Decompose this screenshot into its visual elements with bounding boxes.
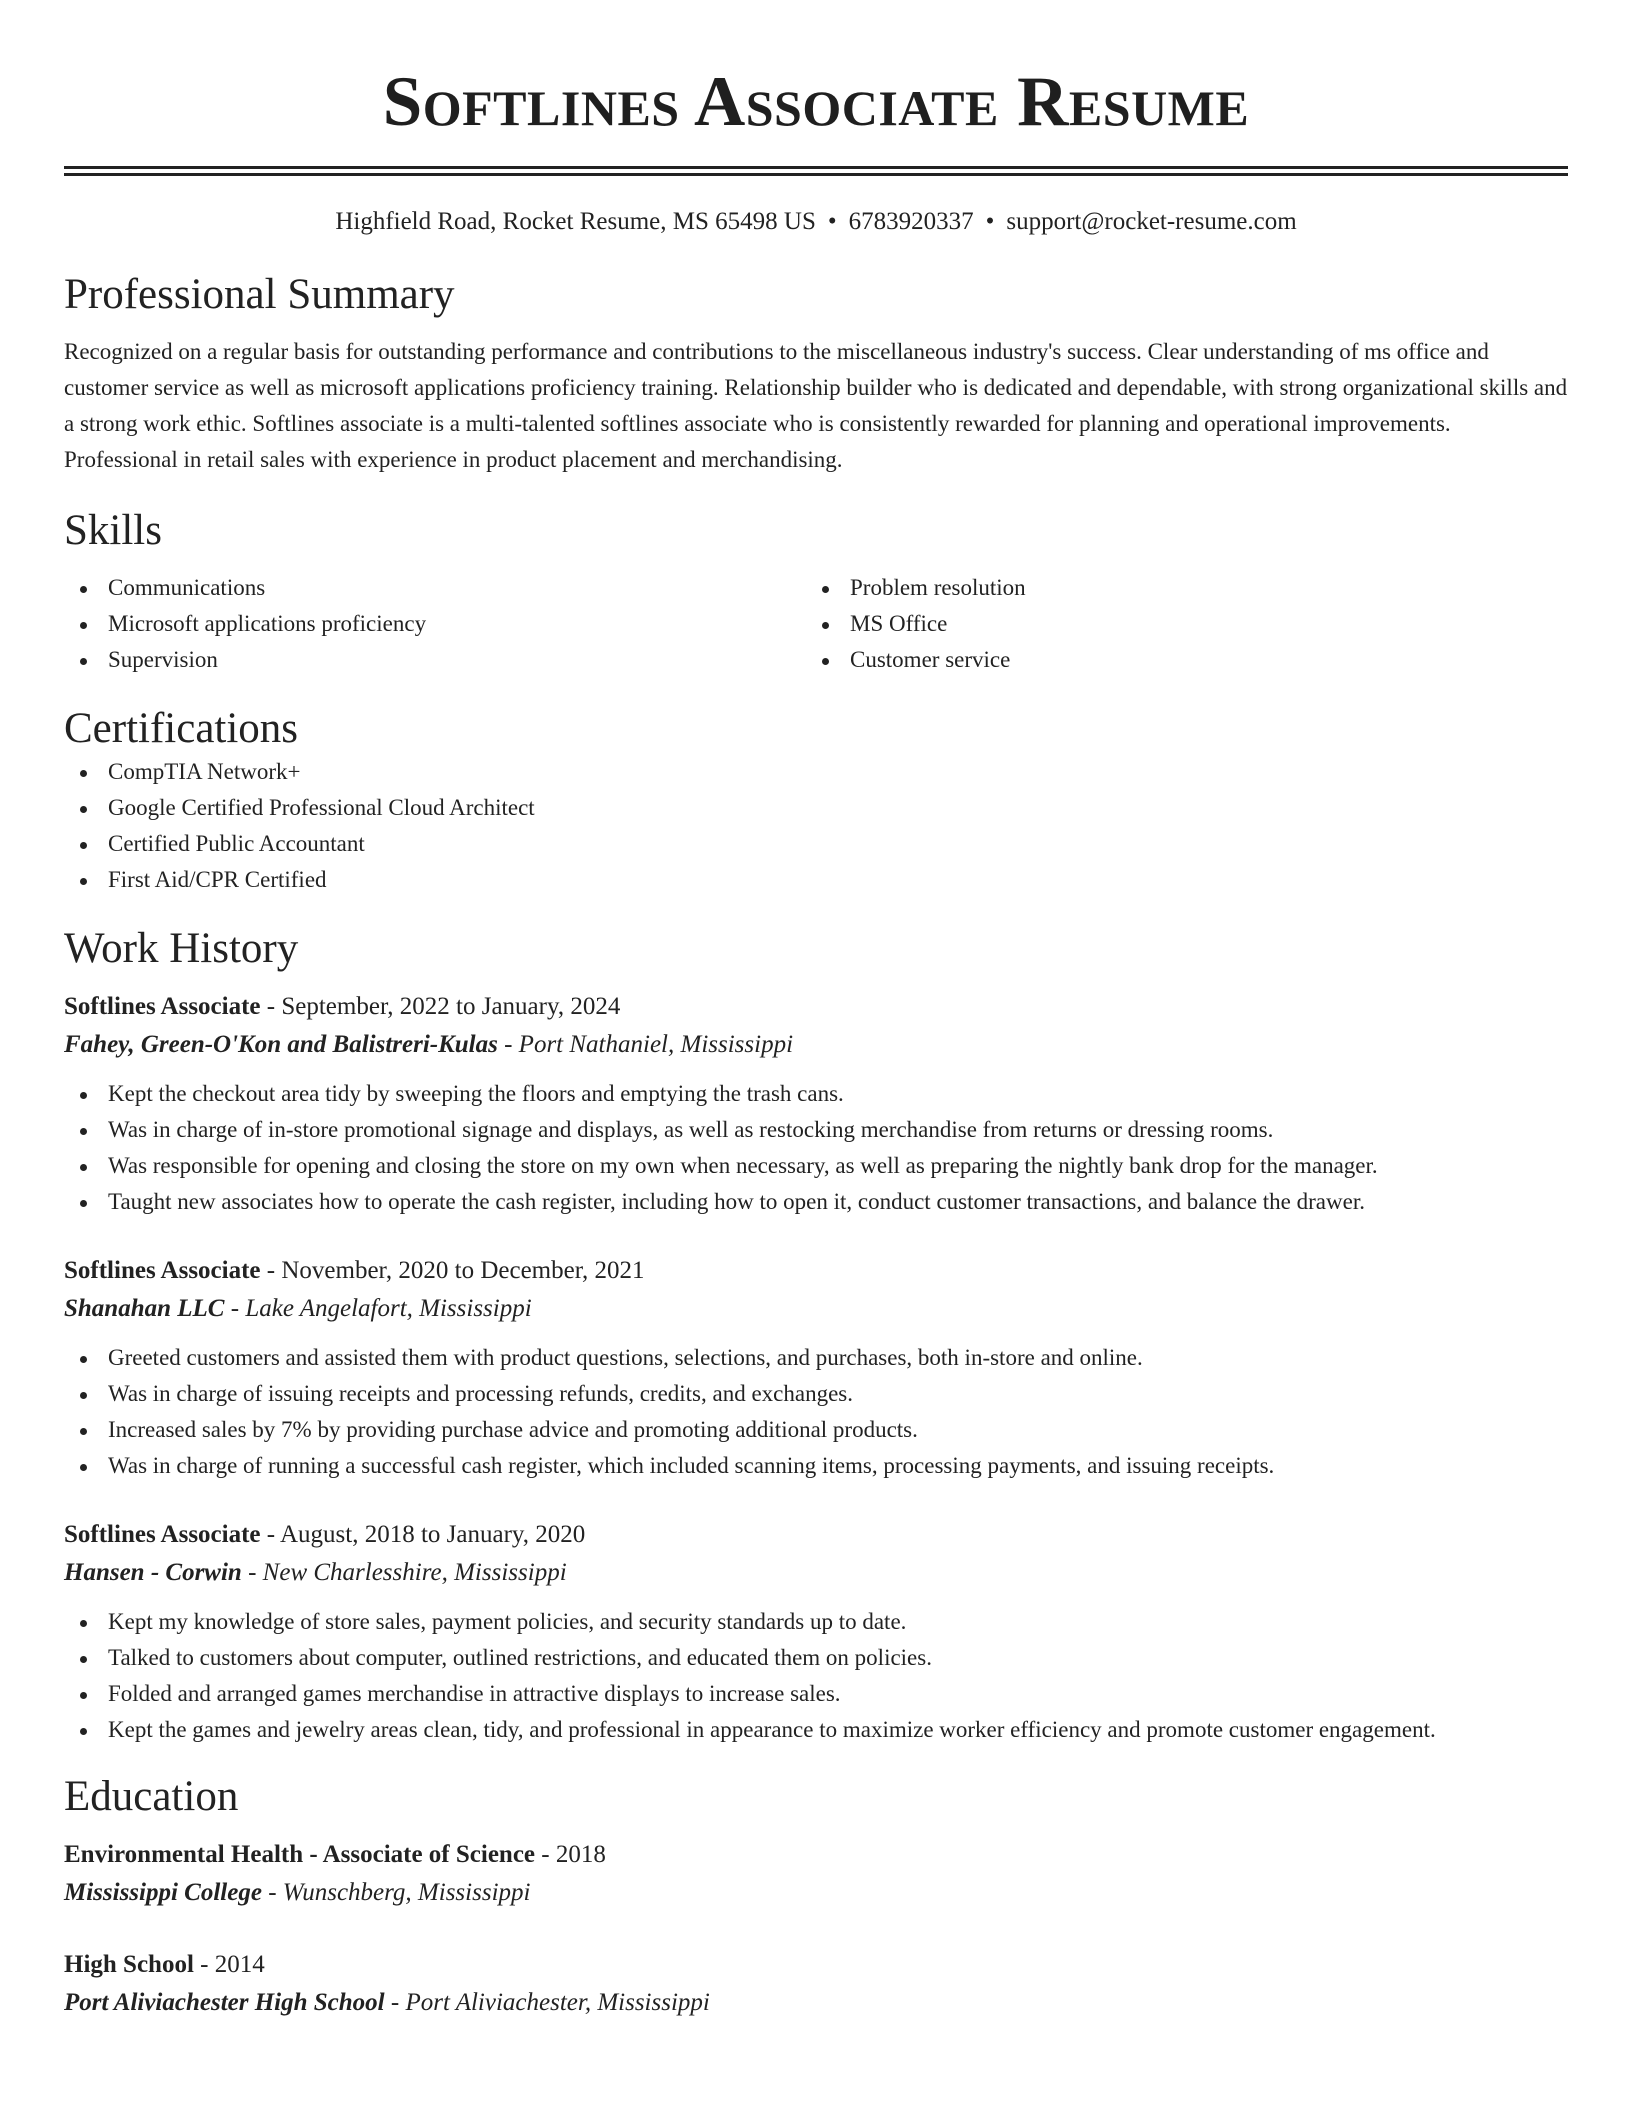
skills-column-left: [64, 570, 806, 678]
employer-location: - Port Nathaniel, Mississippi: [497, 1031, 794, 1058]
job-title: Softlines Associate: [64, 1521, 261, 1548]
school-name: Mississippi College: [64, 1879, 262, 1906]
job-duty: Folded and arranged games merchandise in attractive displays to increase sales.: [64, 1676, 1568, 1712]
skill-item: Communications: [64, 570, 806, 606]
contact-email: support@rocket-resume.com: [1006, 208, 1297, 235]
degree-name: High School: [64, 1951, 194, 1978]
education-heading: Education: [64, 1773, 239, 1820]
certification-item: Google Certified Professional Cloud Architect: [64, 790, 1568, 826]
job-duties-list: [64, 1604, 1568, 1748]
school-location: - Wunschberg, Mississippi: [261, 1879, 531, 1906]
contact-separator: •: [827, 208, 837, 235]
job-duty: Was in charge of issuing receipts and processing refunds, credits, and exchanges.: [64, 1376, 1568, 1412]
skill-item: Problem resolution: [806, 570, 1548, 606]
job-duty: Was responsible for opening and closing the store on my own when necessary, as well as preparing the nightly bank drop for the manager.: [64, 1148, 1568, 1184]
job-duties-list: [64, 1076, 1568, 1220]
summary-heading: Professional Summary: [64, 271, 455, 318]
employer-line: [64, 1290, 1568, 1328]
skills-list-left: [64, 570, 806, 678]
contact-line: [64, 206, 1568, 238]
contact-phone: 6783920337: [848, 208, 974, 235]
job-duty: Taught new associates how to operate the cash register, including how to open it, conduct customer transactions, and balance the drawer.: [64, 1184, 1568, 1220]
skills-column-right: [806, 570, 1548, 678]
degree-line: [64, 1836, 1568, 1874]
education-entry: [64, 1946, 1568, 2022]
job-duty: Increased sales by 7% by providing purchase advice and promoting additional products.: [64, 1412, 1568, 1448]
certification-item: CompTIA Network+: [64, 754, 1568, 790]
certification-item: First Aid/CPR Certified: [64, 862, 1568, 898]
school-line: [64, 1874, 1568, 1912]
skill-item: MS Office: [806, 606, 1548, 642]
job-dates: - November, 2020 to December, 2021: [260, 1257, 645, 1284]
employer-location: - Lake Angelafort, Mississippi: [224, 1295, 532, 1322]
school-line: [64, 1984, 1568, 2022]
employer-name: Fahey, Green-O'Kon and Balistreri-Kulas: [64, 1031, 498, 1058]
school-name: Port Aliviachester High School: [64, 1989, 385, 2016]
job-title: Softlines Associate: [64, 993, 261, 1020]
employer-location: - New Charlesshire, Mississippi: [241, 1559, 567, 1586]
certification-item: Certified Public Accountant: [64, 826, 1568, 862]
education-entry: [64, 1836, 1568, 1912]
job-title-line: [64, 1516, 1568, 1554]
job-duty: Kept my knowledge of store sales, payment policies, and security standards up to date.: [64, 1604, 1568, 1640]
resume-title: Softlines Associate Resume: [382, 63, 1250, 141]
employer-line: [64, 1026, 1568, 1064]
employer-line: [64, 1554, 1568, 1592]
job-duties-list: [64, 1340, 1568, 1484]
skill-item: Supervision: [64, 642, 806, 678]
job-dates: - August, 2018 to January, 2020: [260, 1521, 586, 1548]
employer-name: Hansen - Corwin: [64, 1559, 242, 1586]
job-duty: Greeted customers and assisted them with product questions, selections, and purchases, both in-store and online.: [64, 1340, 1568, 1376]
degree-line: [64, 1946, 1568, 1984]
job-entry: [64, 1516, 1568, 1748]
skills-heading: Skills: [64, 507, 162, 554]
job-dates: - September, 2022 to January, 2024: [260, 993, 621, 1020]
job-duty: Kept the checkout area tidy by sweeping the floors and emptying the trash cans.: [64, 1076, 1568, 1112]
job-duty: Was in charge of in-store promotional signage and displays, as well as restocking merchandise from returns or dressing rooms.: [64, 1112, 1568, 1148]
skill-item: Microsoft applications proficiency: [64, 606, 806, 642]
job-title-line: [64, 988, 1568, 1026]
job-entry: [64, 1252, 1568, 1484]
job-title-line: [64, 1252, 1568, 1290]
contact-address: Highfield Road, Rocket Resume, MS 65498 US: [335, 208, 816, 235]
title-divider: [64, 166, 1568, 176]
employer-name: Shanahan LLC: [64, 1295, 225, 1322]
job-duty: Was in charge of running a successful cash register, which included scanning items, processing payments, and issuing receipts.: [64, 1448, 1568, 1484]
summary-text: Recognized on a regular basis for outstanding performance and contributions to the miscellaneous industry's success. Clear understanding of ms office and customer service as well as microsoft applications proficiency training. Relationship builder who is dedicated and dependable, with strong organizational skills and a strong work ethic. Softlines associate is a multi-talented softlines associate who is consistently rewarded for planning and operational improvements. Professional in retail sales with experience in product placement and merchandising.: [64, 339, 1568, 472]
degree-name: Environmental Health - Associate of Science: [64, 1841, 536, 1868]
contact-separator: •: [985, 208, 995, 235]
job-duty: Talked to customers about computer, outlined restrictions, and educated them on policies.: [64, 1640, 1568, 1676]
job-duty: Kept the games and jewelry areas clean, tidy, and professional in appearance to maximize worker efficiency and promote customer engagement.: [64, 1712, 1568, 1748]
resume-page: [64, 0, 1568, 2022]
work-history-heading: Work History: [64, 925, 299, 972]
certifications-list: [64, 754, 1568, 898]
degree-year: - 2014: [193, 1951, 265, 1978]
job-entry: [64, 988, 1568, 1220]
certifications-heading: Certifications: [64, 705, 299, 752]
school-location: - Port Aliviachester, Mississippi: [384, 1989, 710, 2016]
degree-year: - 2018: [535, 1841, 606, 1868]
job-title: Softlines Associate: [64, 1257, 261, 1284]
skill-item: Customer service: [806, 642, 1548, 678]
skills-list-right: [806, 570, 1548, 678]
skills-grid: [64, 570, 1568, 678]
